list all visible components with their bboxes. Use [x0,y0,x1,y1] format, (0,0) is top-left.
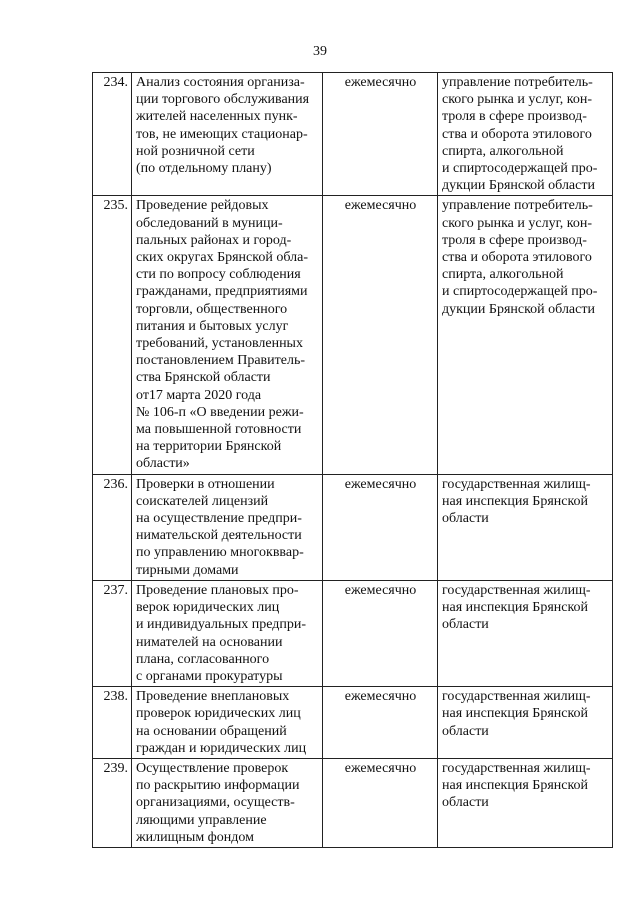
responsible-line: дукции Брянской области [442,178,595,194]
period-cell: ежемесячно [323,474,438,580]
row-number: 235. [93,196,132,474]
activity-line: на осуществление предпри- [136,511,302,527]
row-number: 238. [93,687,132,759]
table-row [93,687,613,759]
activity-cell [132,474,323,580]
activity-line: сти по вопросу соблюдения [136,267,301,283]
period-cell: ежемесячно [323,73,438,196]
activity-line: нимательской деятельности [136,528,302,544]
activity-line: проверок юридических лиц [136,706,301,722]
activity-line: питания и бытовых услуг [136,318,289,334]
responsible-line: ная инспекция Брянской [442,493,589,509]
table-row [93,73,613,196]
period-cell: ежемесячно [323,687,438,759]
plan-table-body [93,73,613,848]
responsible-line: троля в сфере производ- [442,109,587,125]
activity-line: обследований в муници- [136,215,283,231]
activity-cell [132,196,323,474]
activity-line: ляющими управление [136,812,267,828]
activity-line: плана, согласованного [136,651,270,667]
responsible-line: ная инспекция Брянской [442,600,589,616]
responsible-line: спирта, алкогольной [442,267,564,283]
responsible-line: ства и оборота этилового [442,250,592,266]
responsible-line: области [442,617,489,633]
activity-line: с органами прокуратуры [136,668,283,684]
responsible-line: области [442,723,489,739]
activity-line: области» [136,456,190,472]
activity-line: на основании обращений [136,723,287,739]
activity-line: нимателей на основании [136,634,283,650]
activity-cell [132,73,323,196]
activity-line: ства Брянской области [136,370,271,386]
activity-line: ских округах Брянской обла- [136,250,308,266]
plan-table [92,72,613,848]
responsible-line: и спиртосодержащей про- [442,284,598,300]
activity-line: организациями, осуществ- [136,795,295,811]
activity-line: требований, установленных [136,336,303,352]
table-row [93,474,613,580]
activity-line: ма повышенной готовности [136,422,302,438]
activity-line: тов, не имеющих стационар- [136,126,308,142]
responsible-line: ная инспекция Брянской [442,778,589,794]
responsible-line: троля в сфере производ- [442,232,587,248]
activity-cell [132,687,323,759]
responsible-line: дукции Брянской области [442,301,595,317]
activity-line: по раскрытию информации [136,778,300,794]
activity-line: ции торгового обслуживания [136,92,310,108]
activity-line: жилищным фондом [136,829,254,845]
activity-line: соискателей лицензий [136,493,269,509]
period-cell: ежемесячно [323,580,438,686]
activity-line: верок юридических лиц [136,600,280,616]
activity-line: по управлению многокввар- [136,545,304,561]
table-row [93,196,613,474]
row-number: 239. [93,758,132,847]
activity-line: Проведение плановых про- [136,582,299,598]
activity-line: ной розничной сети [136,143,255,159]
responsible-line: области [442,795,489,811]
activity-line: тирными домами [136,562,239,578]
responsible-line: управление потребитель- [442,75,593,90]
activity-line: Анализ состояния организа- [136,75,305,90]
responsible-line: государственная жилищ- [442,760,591,776]
activity-line: торговли, общественного [136,301,288,317]
responsible-line: управление потребитель- [442,198,593,214]
period-cell: ежемесячно [323,758,438,847]
activity-line: Проведение рейдовых [136,198,269,214]
activity-line: от17 марта 2020 года [136,387,262,403]
activity-line: пальных районах и город- [136,232,292,248]
activity-line: № 106-п «О введении режи- [136,404,304,420]
row-number: 237. [93,580,132,686]
page-number: 39 [313,44,327,59]
responsible-line: ная инспекция Брянской [442,706,589,722]
responsible-line: спирта, алкогольной [442,143,564,159]
responsible-cell [438,474,613,580]
table-row [93,758,613,847]
responsible-line: государственная жилищ- [442,476,591,492]
activity-line: и индивидуальных предпри- [136,617,307,633]
row-number: 234. [93,73,132,196]
period-cell: ежемесячно [323,196,438,474]
activity-line: граждан и юридических лиц [136,740,307,756]
activity-cell [132,580,323,686]
activity-line: на территории Брянской [136,439,282,455]
responsible-cell [438,758,613,847]
activity-line: Проверки в отношении [136,476,275,492]
responsible-cell [438,580,613,686]
responsible-cell [438,196,613,474]
activity-line: (по отдельному плану) [136,161,272,177]
activity-line: постановлением Правитель- [136,353,306,369]
responsible-line: государственная жилищ- [442,582,591,598]
responsible-line: и спиртосодержащей про- [442,161,598,177]
activity-line: жителей населенных пунк- [136,109,298,125]
table-row [93,580,613,686]
activity-cell [132,758,323,847]
activity-line: Осуществление проверок [136,760,289,776]
responsible-line: ского рынка и услуг, кон- [442,92,593,108]
responsible-line: государственная жилищ- [442,689,591,705]
responsible-line: области [442,511,489,527]
responsible-cell [438,687,613,759]
row-number: 236. [93,474,132,580]
responsible-line: ства и оборота этилового [442,126,592,142]
activity-line: гражданами, предприятиями [136,284,308,300]
responsible-cell [438,73,613,196]
responsible-line: ского рынка и услуг, кон- [442,215,593,231]
activity-line: Проведение внеплановых [136,689,290,705]
